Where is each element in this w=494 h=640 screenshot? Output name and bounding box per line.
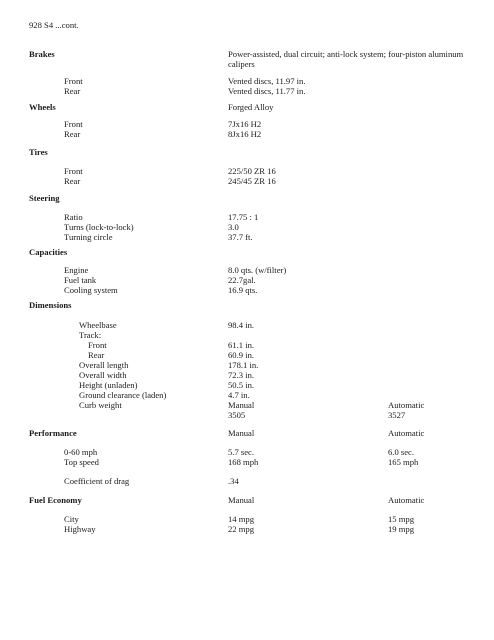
row-value-automatic: 165 mph <box>388 457 419 467</box>
row-label: 0-60 mph <box>64 447 98 457</box>
row-value: 61.1 in. <box>228 340 255 350</box>
row-label: Turns (lock-to-lock) <box>64 222 134 232</box>
row-value: 22 mpg <box>228 524 255 534</box>
row-label: Front <box>64 166 83 176</box>
column-header-automatic: Automatic <box>388 428 425 438</box>
row-value: 72.3 in. <box>228 370 255 380</box>
wheels-note: Forged Alloy <box>228 102 274 112</box>
row-value: 225/50 ZR 16 <box>228 166 276 176</box>
row-value: 168 mph <box>228 457 259 467</box>
row-value: 22.7gal. <box>228 275 256 285</box>
row-label: Ground clearance (laden) <box>79 390 167 400</box>
row-label: Rear <box>64 129 81 139</box>
row-value: .34 <box>228 476 239 486</box>
column-header-manual: Manual <box>228 495 255 505</box>
row-label: Cooling system <box>64 285 118 295</box>
row-value: 8Jx16 H2 <box>228 129 262 139</box>
row-value: 7Jx16 H2 <box>228 119 262 129</box>
row-label: Height (unladen) <box>79 380 138 390</box>
row-value: 8.0 qts. (w/filter) <box>228 265 287 275</box>
row-value: Vented discs, 11.97 in. <box>228 76 306 86</box>
row-value: 14 mpg <box>228 514 255 524</box>
section-heading-fuel-economy: Fuel Economy <box>29 495 82 505</box>
section-heading-tires: Tires <box>29 147 48 157</box>
row-label: Ratio <box>64 212 83 222</box>
row-value: 60.9 in. <box>228 350 255 360</box>
row-label: Front <box>88 340 107 350</box>
row-label: Turning circle <box>64 232 113 242</box>
row-label: Highway <box>64 524 96 534</box>
row-label: Curb weight <box>79 400 122 410</box>
section-heading-capacities: Capacities <box>29 247 68 257</box>
row-value: Vented discs, 11.77 in. <box>228 86 306 96</box>
row-label: Front <box>64 76 83 86</box>
row-label: Top speed <box>64 457 99 467</box>
row-value: 5.7 sec. <box>228 447 255 457</box>
row-label: Overall length <box>79 360 129 370</box>
row-value: 98.4 in. <box>228 320 255 330</box>
column-header-automatic: Automatic <box>388 495 425 505</box>
row-label: Fuel tank <box>64 275 97 285</box>
row-value-automatic: Automatic <box>388 400 425 410</box>
section-heading-performance: Performance <box>29 428 77 438</box>
section-heading-steering: Steering <box>29 193 60 203</box>
row-value: 16.9 qts. <box>228 285 258 295</box>
row-value: 245/45 ZR 16 <box>228 176 276 186</box>
row-value: Manual <box>228 400 255 410</box>
row-value-automatic: 6.0 sec. <box>388 447 415 457</box>
row-value: 3505 <box>228 410 246 420</box>
row-value-automatic: 15 mpg <box>388 514 415 524</box>
row-value: 37.7 ft. <box>228 232 253 242</box>
row-label: Rear <box>88 350 105 360</box>
row-value: 50.5 in. <box>228 380 255 390</box>
row-value: 17.75 : 1 <box>228 212 259 222</box>
row-label: City <box>64 514 79 524</box>
row-label: Rear <box>64 86 81 96</box>
row-label: Coefficient of drag <box>64 476 130 486</box>
row-label: Wheelbase <box>79 320 117 330</box>
row-label: Track: <box>79 330 102 340</box>
brakes-note: Power-assisted, dual circuit; anti-lock system; four-piston aluminum calipers <box>228 49 464 69</box>
row-value-automatic: 3527 <box>388 410 406 420</box>
row-label: Engine <box>64 265 89 275</box>
section-heading-wheels: Wheels <box>29 102 56 112</box>
row-value: 178.1 in. <box>228 360 259 370</box>
row-label: Rear <box>64 176 81 186</box>
row-value-automatic: 19 mpg <box>388 524 415 534</box>
section-heading-brakes: Brakes <box>29 49 55 59</box>
row-label: Front <box>64 119 83 129</box>
section-heading-dimensions: Dimensions <box>29 300 72 310</box>
column-header-manual: Manual <box>228 428 255 438</box>
row-value: 3.0 <box>228 222 239 232</box>
page-title: 928 S4 ...cont. <box>29 20 79 30</box>
row-label: Overall width <box>79 370 127 380</box>
row-value: 4.7 in. <box>228 390 250 400</box>
